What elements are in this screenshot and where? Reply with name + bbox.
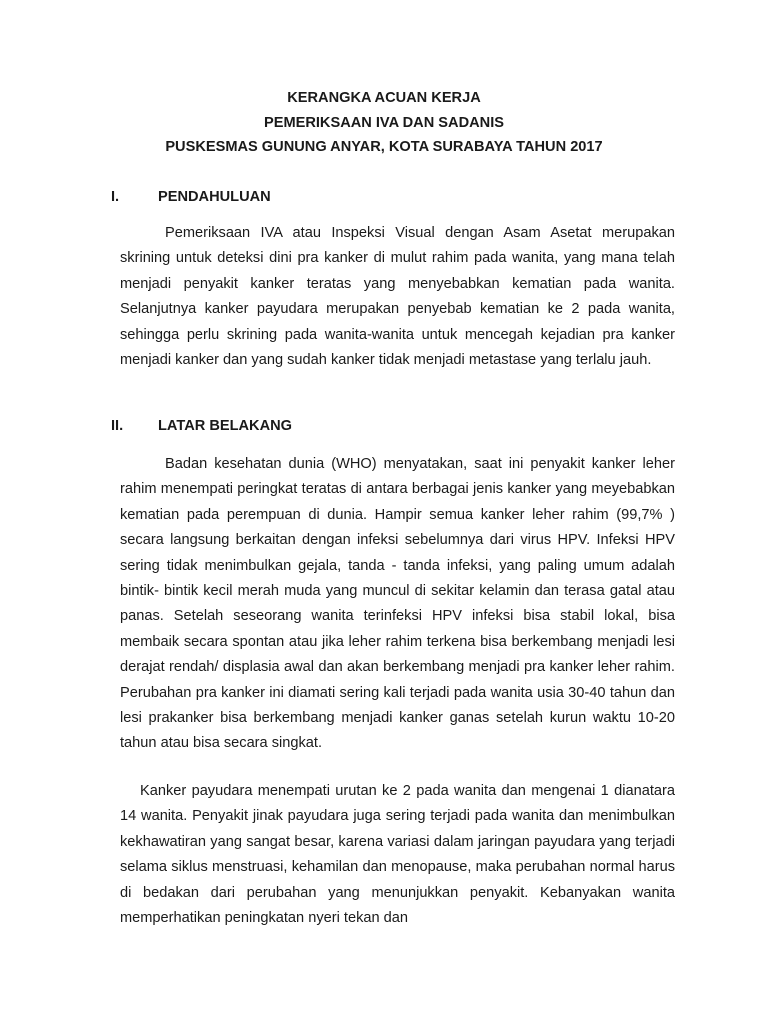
section-title: LATAR BELAKANG: [158, 418, 293, 434]
title-line-3: PUSKESMAS GUNUNG ANYAR, KOTA SURABAYA TAHUN 2017: [165, 139, 603, 155]
document-title: [0, 86, 768, 160]
section-number: II.: [111, 418, 124, 434]
title-line-2: PEMERIKSAAN IVA DAN SADANIS: [263, 114, 504, 131]
title-line-1: KERANGKA ACUAN KERJA: [287, 90, 481, 106]
paragraph-latar-belakang-2: Kanker payudara menempati urutan ke 2 pada wanita dan mengenai 1 dianatara 14 wanita. Penyakit jinak payudara juga sering terjadi pada wanita dan menimbulkan kekhawatiran yang sangat besar, karena variasi dalam jaringan payudara yang terjadi selama siklus menstruasi, kehamilan dan menopause, maka perubahan normal harus di bedakan dari perubahan yang menunjukkan penyakit. Kebanyakan wanita memperhatikan peningkatan nyeri tekan dan: [120, 783, 675, 927]
section-number: I.: [111, 189, 120, 205]
paragraph-pendahuluan: Pemeriksaan IVA atau Inspeksi Visual dengan Asam Asetat merupakan skrining untuk deteksi dini pra kanker di mulut rahim pada wanita, yang mana telah menjadi penyakit kanker teratas yang menyebabkan kematian pada wanita. Selanjutnya kanker payudara merupakan penyebab kematian ke 2 pada wanita, sehingga perlu skrining pada wanita-wanita untuk mencegah kejadian pra kanker menjadi kanker dan yang sudah kanker tidak menjadi metastase yang terlalu jauh.: [120, 225, 675, 369]
paragraph-latar-belakang-1: Badan kesehatan dunia (WHO) menyatakan, saat ini penyakit kanker leher rahim menempati peringkat teratas di antara berbagai jenis kanker yang meyebabkan kematian pada perempuan di dunia. Hampir semua kanker leher rahim (99,7% ) secara langsung berkaitan dengan infeksi sebelumnya dari virus HPV. Infeksi HPV sering tidak menimbulkan gejala, tanda - tanda infeksi, yang paling umum adalah bintik- bintik kecil merah muda yang muncul di sekitar kelamin dan terasa gatal atau panas. Setelah seseorang wanita terinfeksi HPV infeksi bisa stabil lokal, bisa membaik secara spontan atau jika leher rahim terkena bisa berkembang menjadi lesi derajat rendah/ displasia awal dan akan berkembang menjadi pra kanker leher rahim. Perubahan pra kanker ini diamati sering kali terjadi pada wanita usia 30-40 tahun dan lesi prakanker bisa berkembang menjadi kanker ganas setelah kurun waktu 10-20 tahun atau bisa secara singkat.: [120, 456, 675, 752]
section-title: PENDAHULUAN: [158, 189, 271, 205]
